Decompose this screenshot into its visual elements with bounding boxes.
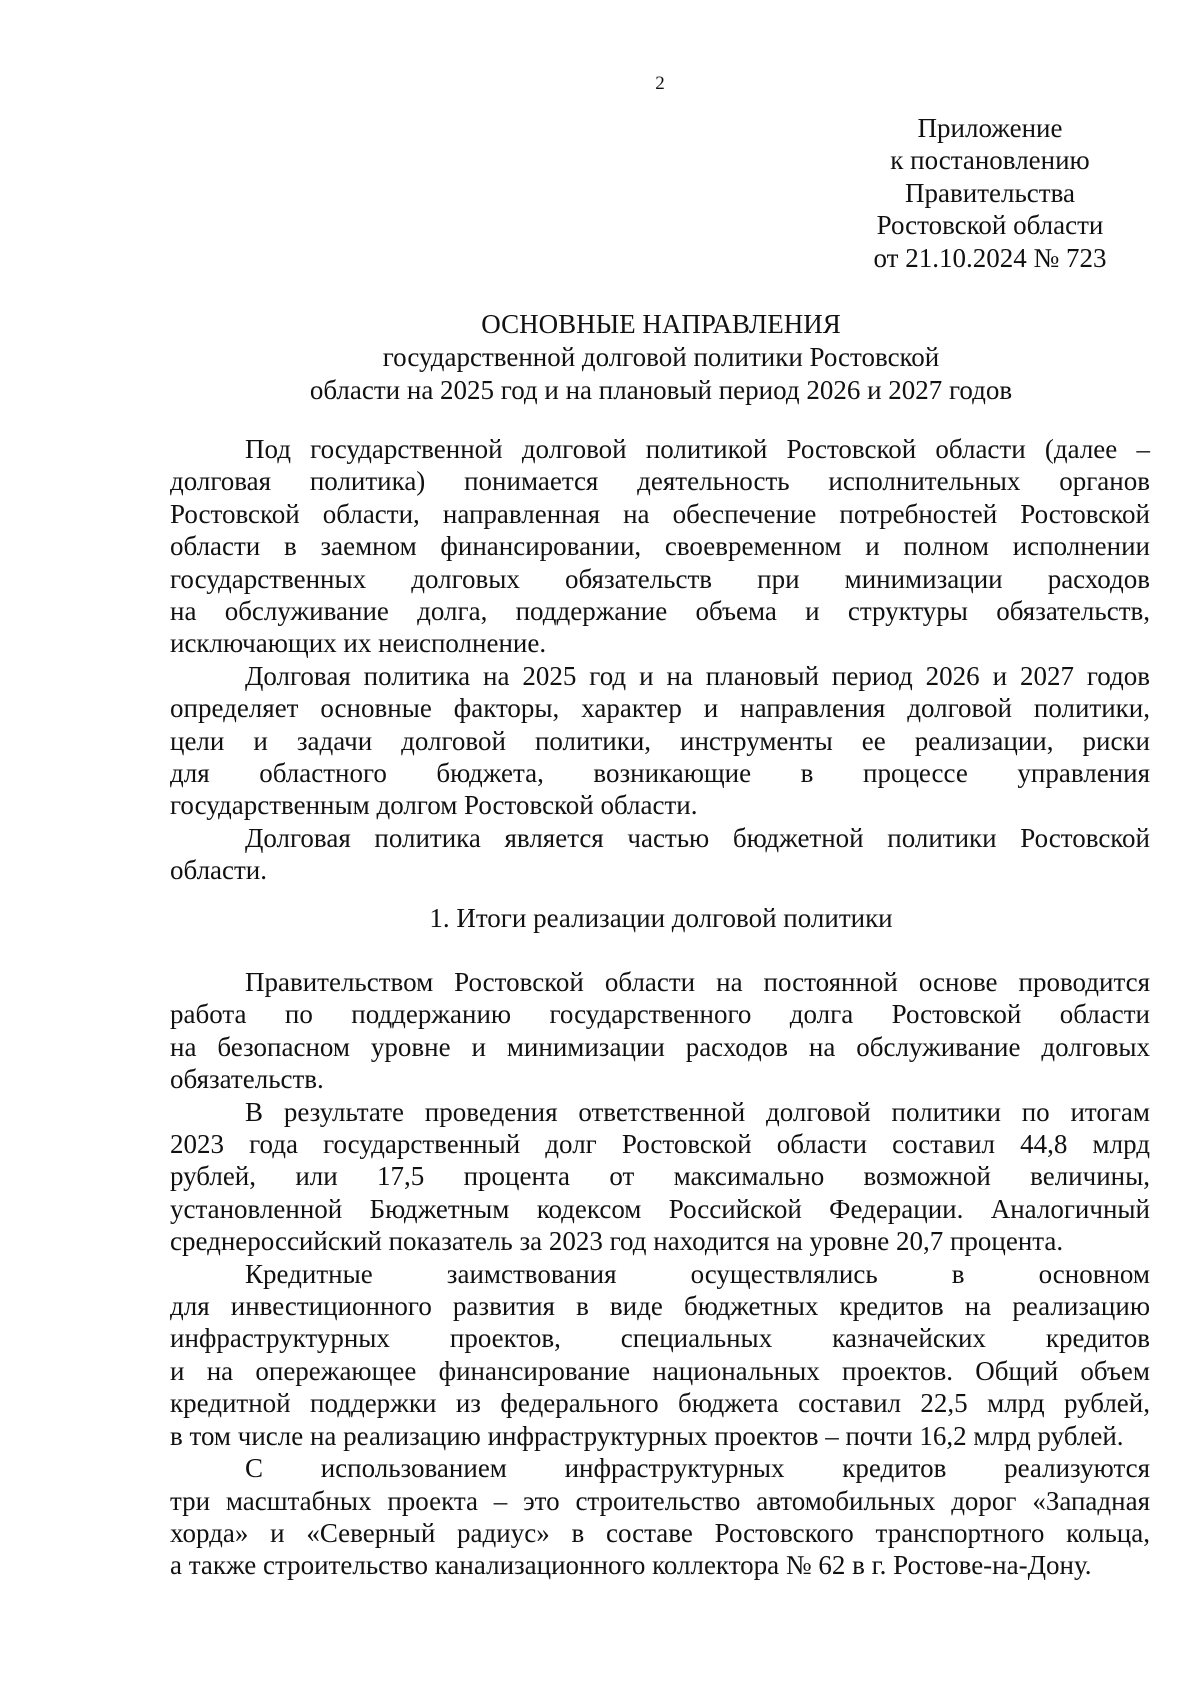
text-line: в том числе на реализацию инфраструктурных проектов – почти 16,2 млрд рублей. xyxy=(170,1420,1124,1451)
title-line: области на 2025 год и на плановый период 2026 и 2027 годов xyxy=(309,375,1013,405)
text-line: обязательств. xyxy=(170,1064,324,1095)
text-line: области в заемном финансировании, своевременном и полном исполнении xyxy=(170,531,1150,562)
text-line: Кредитные заимствования осуществлялись в основном xyxy=(245,1258,1150,1289)
annex-line: к постановлению xyxy=(890,145,1090,176)
text-line: Под государственной долговой политикой Ростовской области (далее – xyxy=(245,434,1150,464)
section-heading: 1. Итоги реализации долговой политики xyxy=(429,903,893,933)
text-line: для областного бюджета, возникающие в процессе управления xyxy=(170,758,1150,789)
text-line: исключающих их неисполнение. xyxy=(170,628,547,659)
paragraph xyxy=(170,660,1150,822)
annex-line: от 21.10.2024 № 723 xyxy=(873,242,1107,273)
text-line: среднероссийский показатель за 2023 год находится на уровне 20,7 процента. xyxy=(170,1226,1064,1257)
text-line: инфраструктурных проектов, специальных казначейских кредитов xyxy=(170,1323,1150,1354)
text-line: государственных долговых обязательств при минимизации расходов xyxy=(170,563,1150,594)
paragraph xyxy=(170,822,1150,887)
text-line: Долговая политика является частью бюджетной политики Ростовской xyxy=(245,822,1150,853)
text-line: 2023 года государственный долг Ростовской области составил 44,8 млрд xyxy=(170,1129,1150,1160)
text-line: для инвестиционного развития в виде бюджетных кредитов на реализацию xyxy=(170,1291,1150,1322)
paragraph xyxy=(170,966,1150,1096)
text-line: работа по поддержанию государственного долга Ростовской области xyxy=(170,999,1150,1030)
text-line: хорда» и «Северный радиус» в составе Ростовского транспортного кольца, xyxy=(170,1517,1150,1548)
document-title xyxy=(170,308,1152,407)
title-line: государственной долговой политики Ростовской xyxy=(382,342,940,372)
paragraph xyxy=(170,1096,1150,1258)
paragraph xyxy=(170,1452,1150,1582)
text-line: В результате проведения ответственной долговой политики по итогам xyxy=(245,1096,1150,1127)
text-line: С использованием инфраструктурных кредитов реализуются xyxy=(245,1453,1150,1484)
intro-section xyxy=(170,433,1150,887)
text-line: установленной Бюджетным кодексом Российской Федерации. Аналогичный xyxy=(170,1193,1150,1224)
text-line: Правительством Ростовской области на постоянной основе проводится xyxy=(245,967,1150,997)
text-line: кредитной поддержки из федерального бюджета составил 22,5 млрд рублей, xyxy=(170,1388,1150,1419)
text-line: на безопасном уровне и минимизации расходов на обслуживание долговых xyxy=(170,1031,1150,1062)
text-line: области. xyxy=(170,855,268,886)
annex-line: Приложение xyxy=(917,113,1063,143)
text-line: три масштабных проекта – это строительство автомобильных дорог «Западная xyxy=(170,1485,1150,1516)
text-line: цели и задачи долговой политики, инструменты ее реализации, риски xyxy=(170,725,1150,756)
page-number: 2 xyxy=(655,73,665,94)
text-line: определяет основные факторы, характер и направления долговой политики, xyxy=(170,693,1150,724)
text-line: а также строительство канализационного коллектора № 62 в г. Ростове-на-Дону. xyxy=(170,1550,1092,1581)
text-line: Долговая политика на 2025 год и на плановый период 2026 и 2027 годов xyxy=(245,660,1150,691)
text-line: на обслуживание долга, поддержание объема и структуры обязательств, xyxy=(170,596,1150,627)
text-line: долговая политика) понимается деятельность исполнительных органов xyxy=(170,466,1150,497)
paragraph xyxy=(170,433,1150,660)
text-line: рублей, или 17,5 процента от максимально возможной величины, xyxy=(170,1161,1150,1192)
paragraph xyxy=(170,1258,1150,1452)
text-line: и на опережающее финансирование национальных проектов. Общий объем xyxy=(170,1355,1150,1386)
annex-line: Правительства xyxy=(905,177,1075,208)
title-line: ОСНОВНЫЕ НАПРАВЛЕНИЯ xyxy=(481,309,841,339)
annex-block xyxy=(840,112,1140,274)
text-line: Ростовской области, направленная на обеспечение потребностей Ростовской xyxy=(170,498,1150,529)
annex-line: Ростовской области xyxy=(876,210,1104,241)
text-line: государственным долгом Ростовской области. xyxy=(170,790,698,821)
section-1-body xyxy=(170,966,1150,1582)
